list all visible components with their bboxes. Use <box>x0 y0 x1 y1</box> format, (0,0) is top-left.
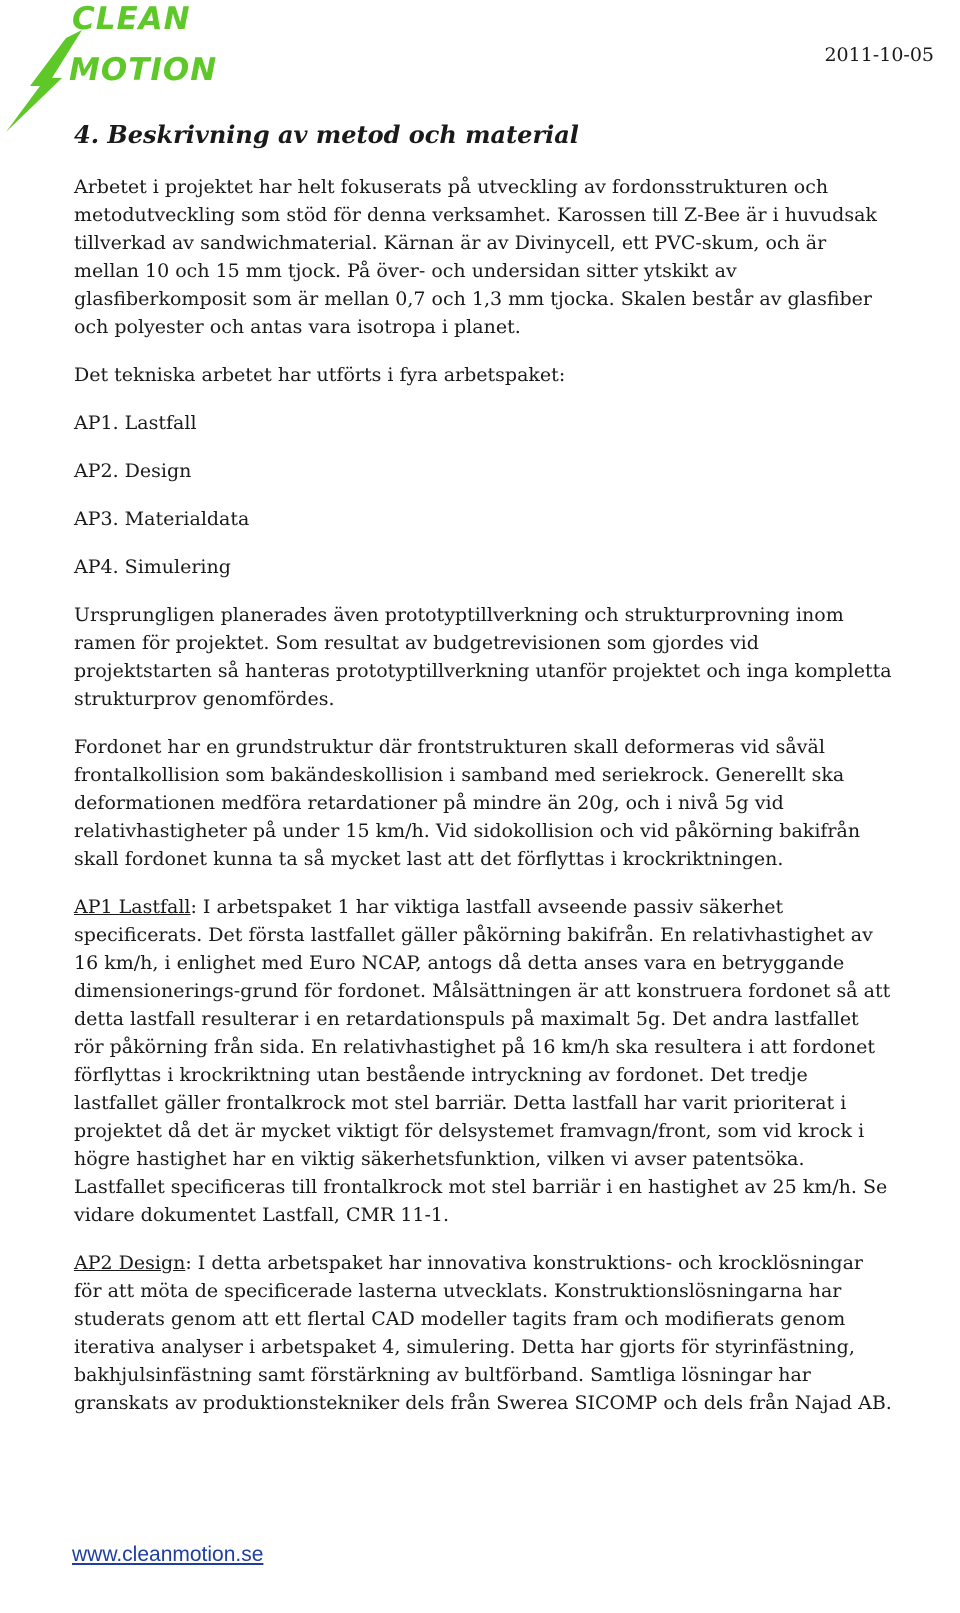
section-heading: 4. Beskrivning av metod och material <box>74 120 579 149</box>
list-item: AP1. Lastfall <box>74 412 197 434</box>
paragraph-workpackages: Det tekniska arbetet har utförts i fyra arbetspaket: <box>74 364 566 386</box>
list-item: AP4. Simulering <box>74 556 231 578</box>
paragraph-structure: Fordonet har en grundstruktur där frontstrukturen skall deformeras vid såväl frontalkollision som bakändeskollision i samband med seriekrock. Generellt ska deformationen medföra retardationer på mindre än 20g, och i nivå 5g vid relativhastigheter på under 15 km/h. Vid sidokollision och vid påkörning bakifrån skall fordonet kunna ta så mycket last att det förflyttas i krockriktningen. <box>74 736 861 870</box>
list-item: AP3. Materialdata <box>74 508 250 530</box>
paragraph-ap1 <box>74 893 894 1229</box>
paragraph-intro: Arbetet i projektet har helt fokuserats på utveckling av fordonsstrukturen och metodutveckling som stöd för denna verksamhet. Karossen till Z-Bee är i huvudsak tillverkad av sandwichmaterial. Kärnan är av Divinycell, ett PVC-skum, och är mellan 10 och 15 mm tjock. På över- och undersidan sitter ytskikt av glasfiberkomposit som är mellan 0,7 och 1,3 mm tjocka. Skalen består av glasfiber och polyester och antas vara isotropa i planet. <box>74 176 877 338</box>
document-body <box>74 120 894 1437</box>
ap2-label: AP2 Design <box>74 1252 186 1274</box>
clean-motion-logo <box>0 0 240 140</box>
ap2-text: : I detta arbetspaket har innovativa konstruktions- och krocklösningar för att möta de specificerade lasterna utvecklats. Konstruktionslösningarna har studerats genom att ett flertal CAD modeller tagits fram och modifierats genom iterativa analyser i arbetspaket 4, simulering. Detta har gjorts för styrinfästning, bakhjulsinfästning samt förstärkning av bultförband. Samtliga lösningar har granskats av produktionstekniker dels från Swerea SICOMP och dels från Najad AB. <box>74 1252 892 1414</box>
paragraph-prototype: Ursprungligen planerades även prototyptillverkning och strukturprovning inom ramen för projektet. Som resultat av budgetrevisionen som gjordes vid projektstarten så hanteras prototyptillverkning utanför projektet och inga kompletta strukturprov genomfördes. <box>74 604 892 710</box>
paragraph-ap2 <box>74 1249 894 1417</box>
ap1-label: AP1 Lastfall <box>74 896 191 918</box>
logo-word-motion: MOTION <box>69 52 218 88</box>
ap1-text: : I arbetspaket 1 har viktiga lastfall avseende passiv säkerhet specificerats. Det första lastfallet gäller påkörning bakifrån. En relativhastighet av 16 km/h, i enlighet med Euro NCAP, antogs då detta anses vara en betryggande dimensionerings-grund för fordonet. Målsättningen är att konstruera fordonet så att detta lastfall resulterar i en retardationspuls på maximalt 5g. Det andra lastfallet rör påkörning från sida. En relativhastighet på 16 km/h ska resultera i att fordonet förflyttas i krockriktning utan bestående intryckning av fordonet. Det tredje lastfallet gäller frontalkrock mot stel barriär. Detta lastfall har varit prioriterat i projektet då det är mycket viktigt för delsystemet framvagn/front, som vid krock i högre hastighet har en viktig säkerhetsfunktion, vilken vi avser patentsöka. Lastfallet specificeras till frontalkrock mot stel barriär i en hastighet av 25 km/h. Se vidare dokumentet Lastfall, CMR 11-1. <box>74 896 891 1226</box>
document-date: 2011-10-05 <box>824 44 934 66</box>
logo-word-clean: CLEAN <box>72 1 191 37</box>
footer-website-link[interactable]: www.cleanmotion.se <box>72 1543 264 1566</box>
workpackage-list <box>74 409 894 581</box>
list-item: AP2. Design <box>74 460 192 482</box>
